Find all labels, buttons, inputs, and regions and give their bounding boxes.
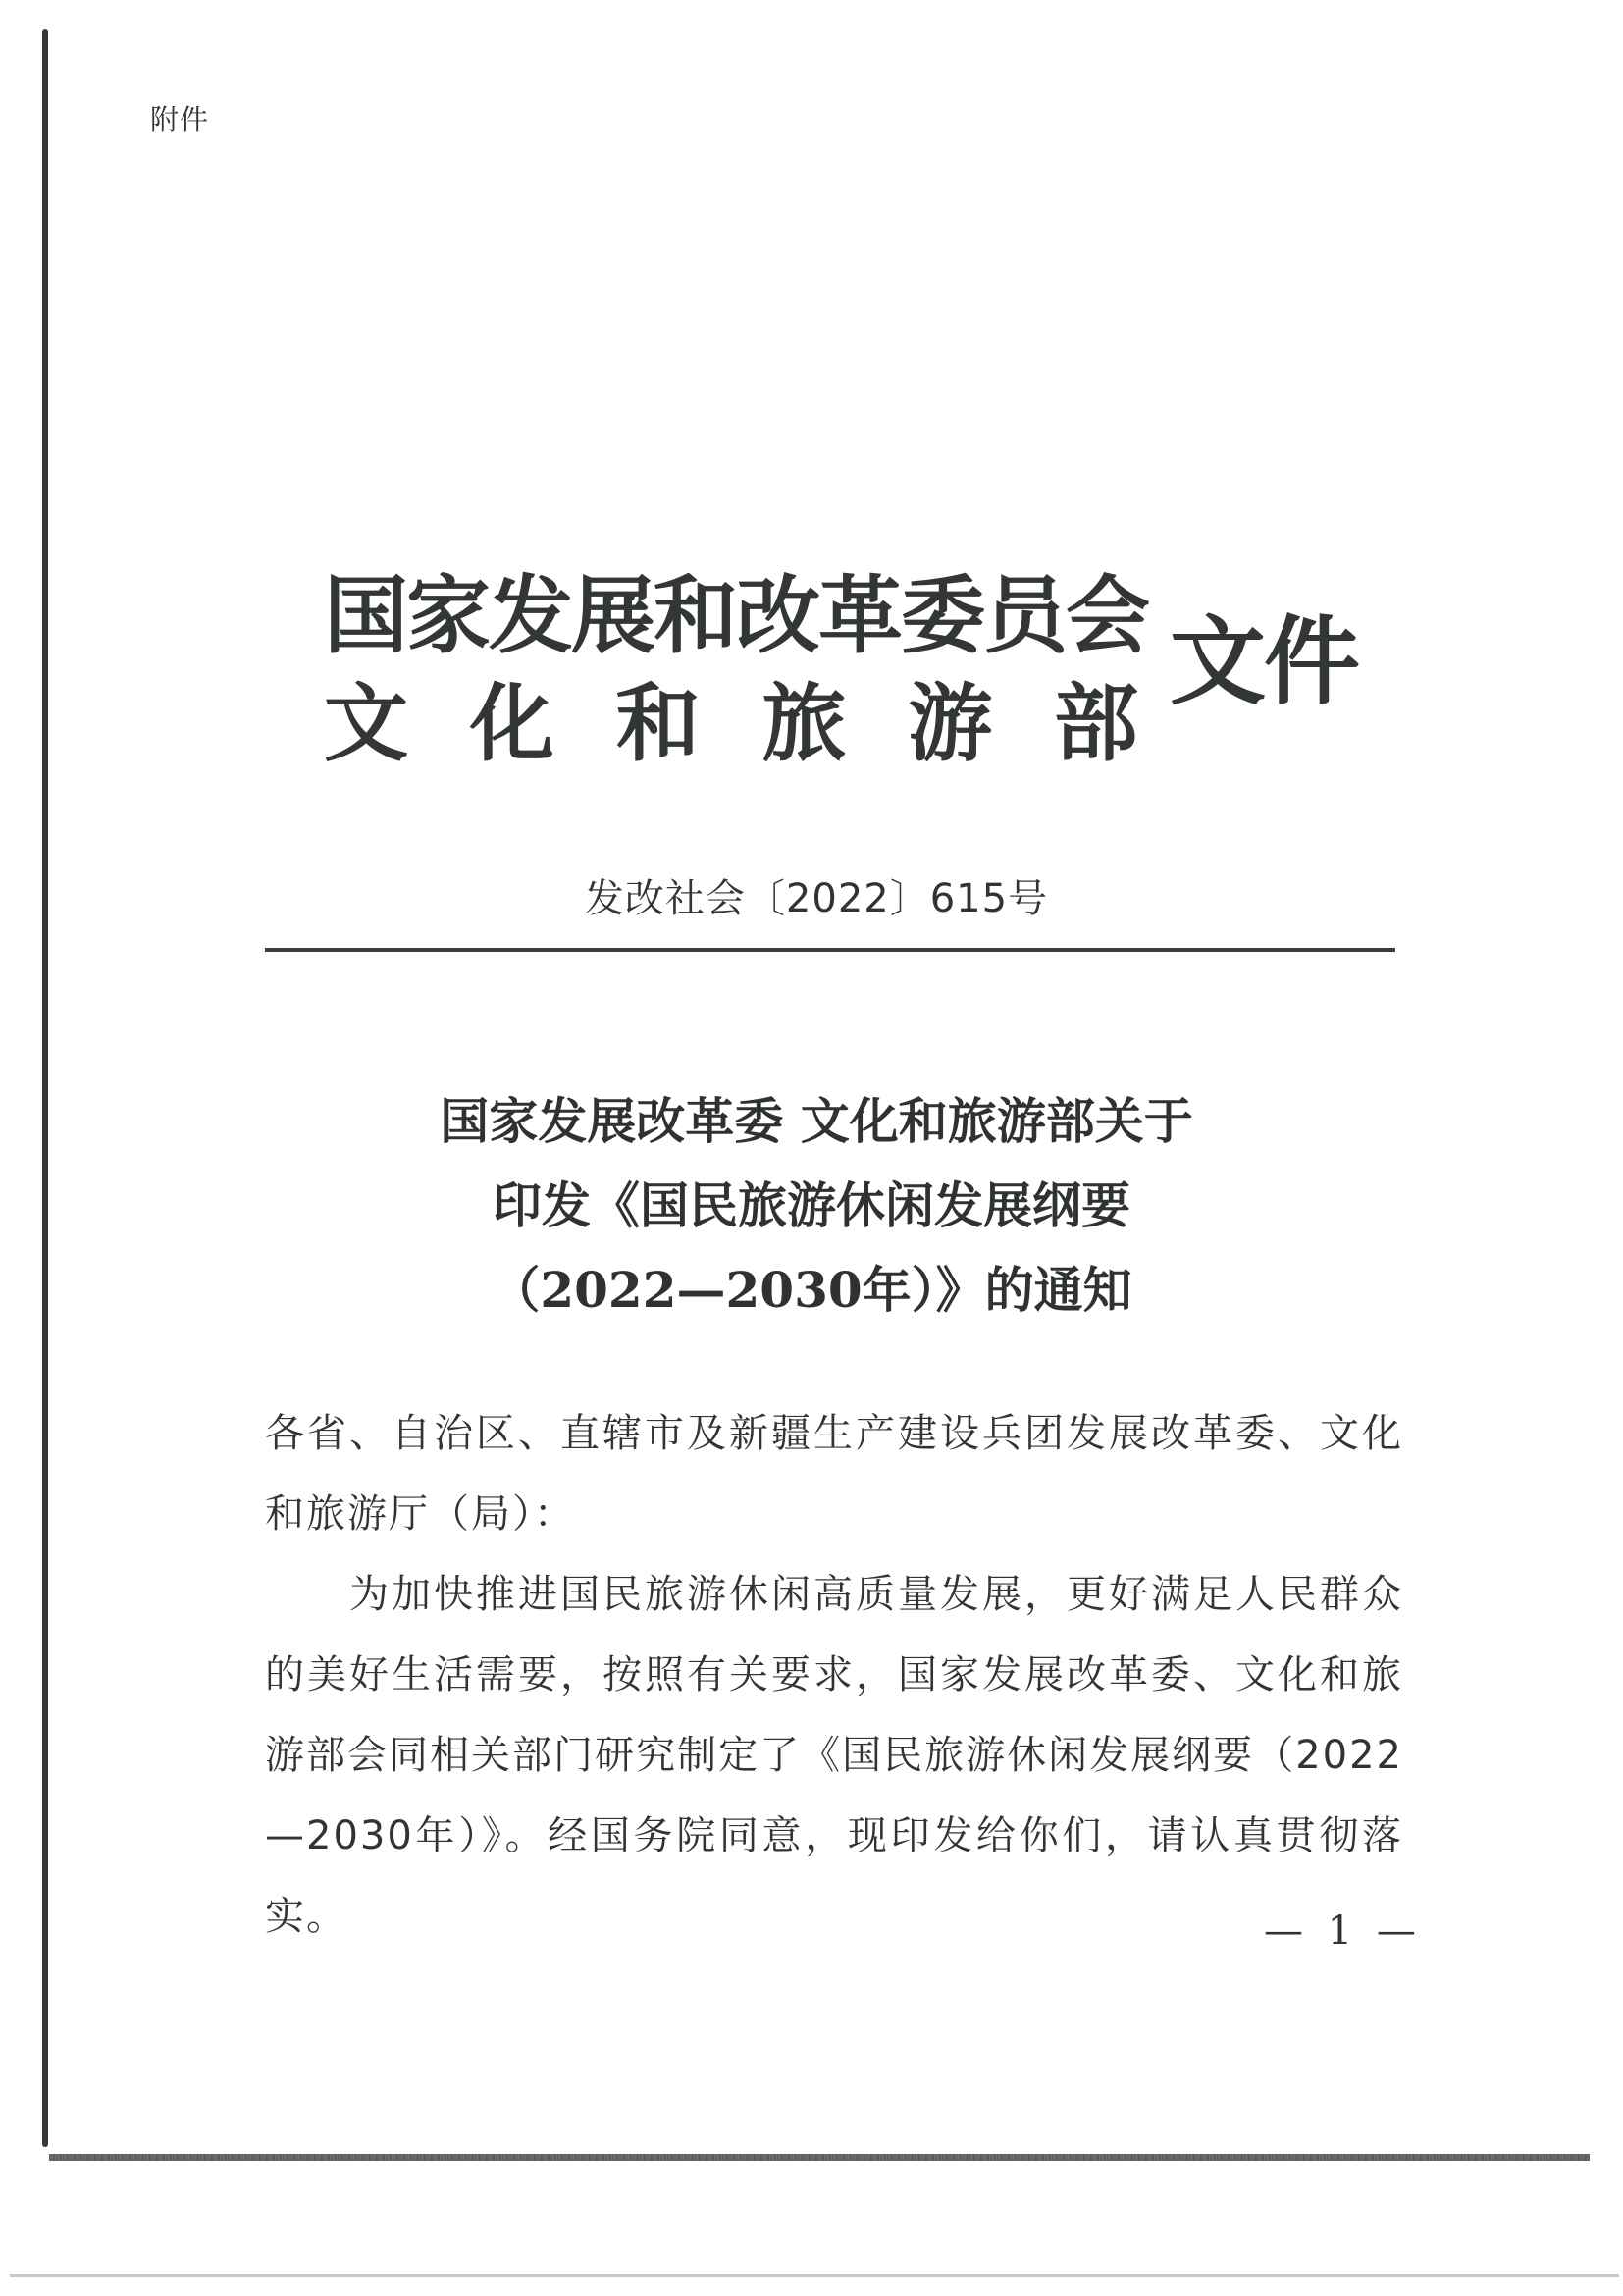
notice-title <box>0 1079 1623 1332</box>
title-line-3: （2022—2030年）》的通知 <box>491 1261 1132 1319</box>
issuer-suffix-document: 文件 <box>1170 605 1359 718</box>
document-number: 发改社会〔2022〕615号 <box>584 876 1049 921</box>
attachment-label: 附件 <box>150 103 210 136</box>
addressee: 各省、自治区、直辖市及新疆生产建设兵团发展改革委、文化和旅游厅（局）： <box>265 1411 1403 1537</box>
issuer-char: 游 <box>908 674 993 773</box>
notice-body <box>265 1393 1403 1957</box>
issuer-char: 和 <box>615 674 701 773</box>
issuer-char: 化 <box>469 674 554 773</box>
header-divider <box>265 948 1395 952</box>
body-paragraph: 为加快推进国民旅游休闲高质量发展，更好满足人民群众的美好生活需要，按照有关要求，国家发展改革委、文化和旅游部会同相关部门研究制定了《国民旅游休闲发展纲要（2022—2030年）》。经国务院同意，现印发给你们，请认真贯彻落实。 <box>265 1572 1403 1939</box>
issuer-mct <box>324 675 1138 773</box>
title-line-2: 印发《国民旅游休闲发展纲要 <box>493 1176 1130 1234</box>
issuer-char: 文 <box>324 674 408 773</box>
page-number: — 1 — <box>1264 1908 1422 1954</box>
issuer-header <box>324 567 1384 783</box>
issuer-ndrc: 国家发展和改革委员会 <box>324 566 1148 665</box>
scan-page-boundary-line <box>10 2274 1619 2277</box>
issuer-char: 部 <box>1053 674 1138 773</box>
scan-bottom-edge-line <box>49 2154 1590 2161</box>
title-line-1: 国家发展改革委 文化和旅游部关于 <box>440 1092 1193 1150</box>
issuer-char: 旅 <box>761 674 847 773</box>
